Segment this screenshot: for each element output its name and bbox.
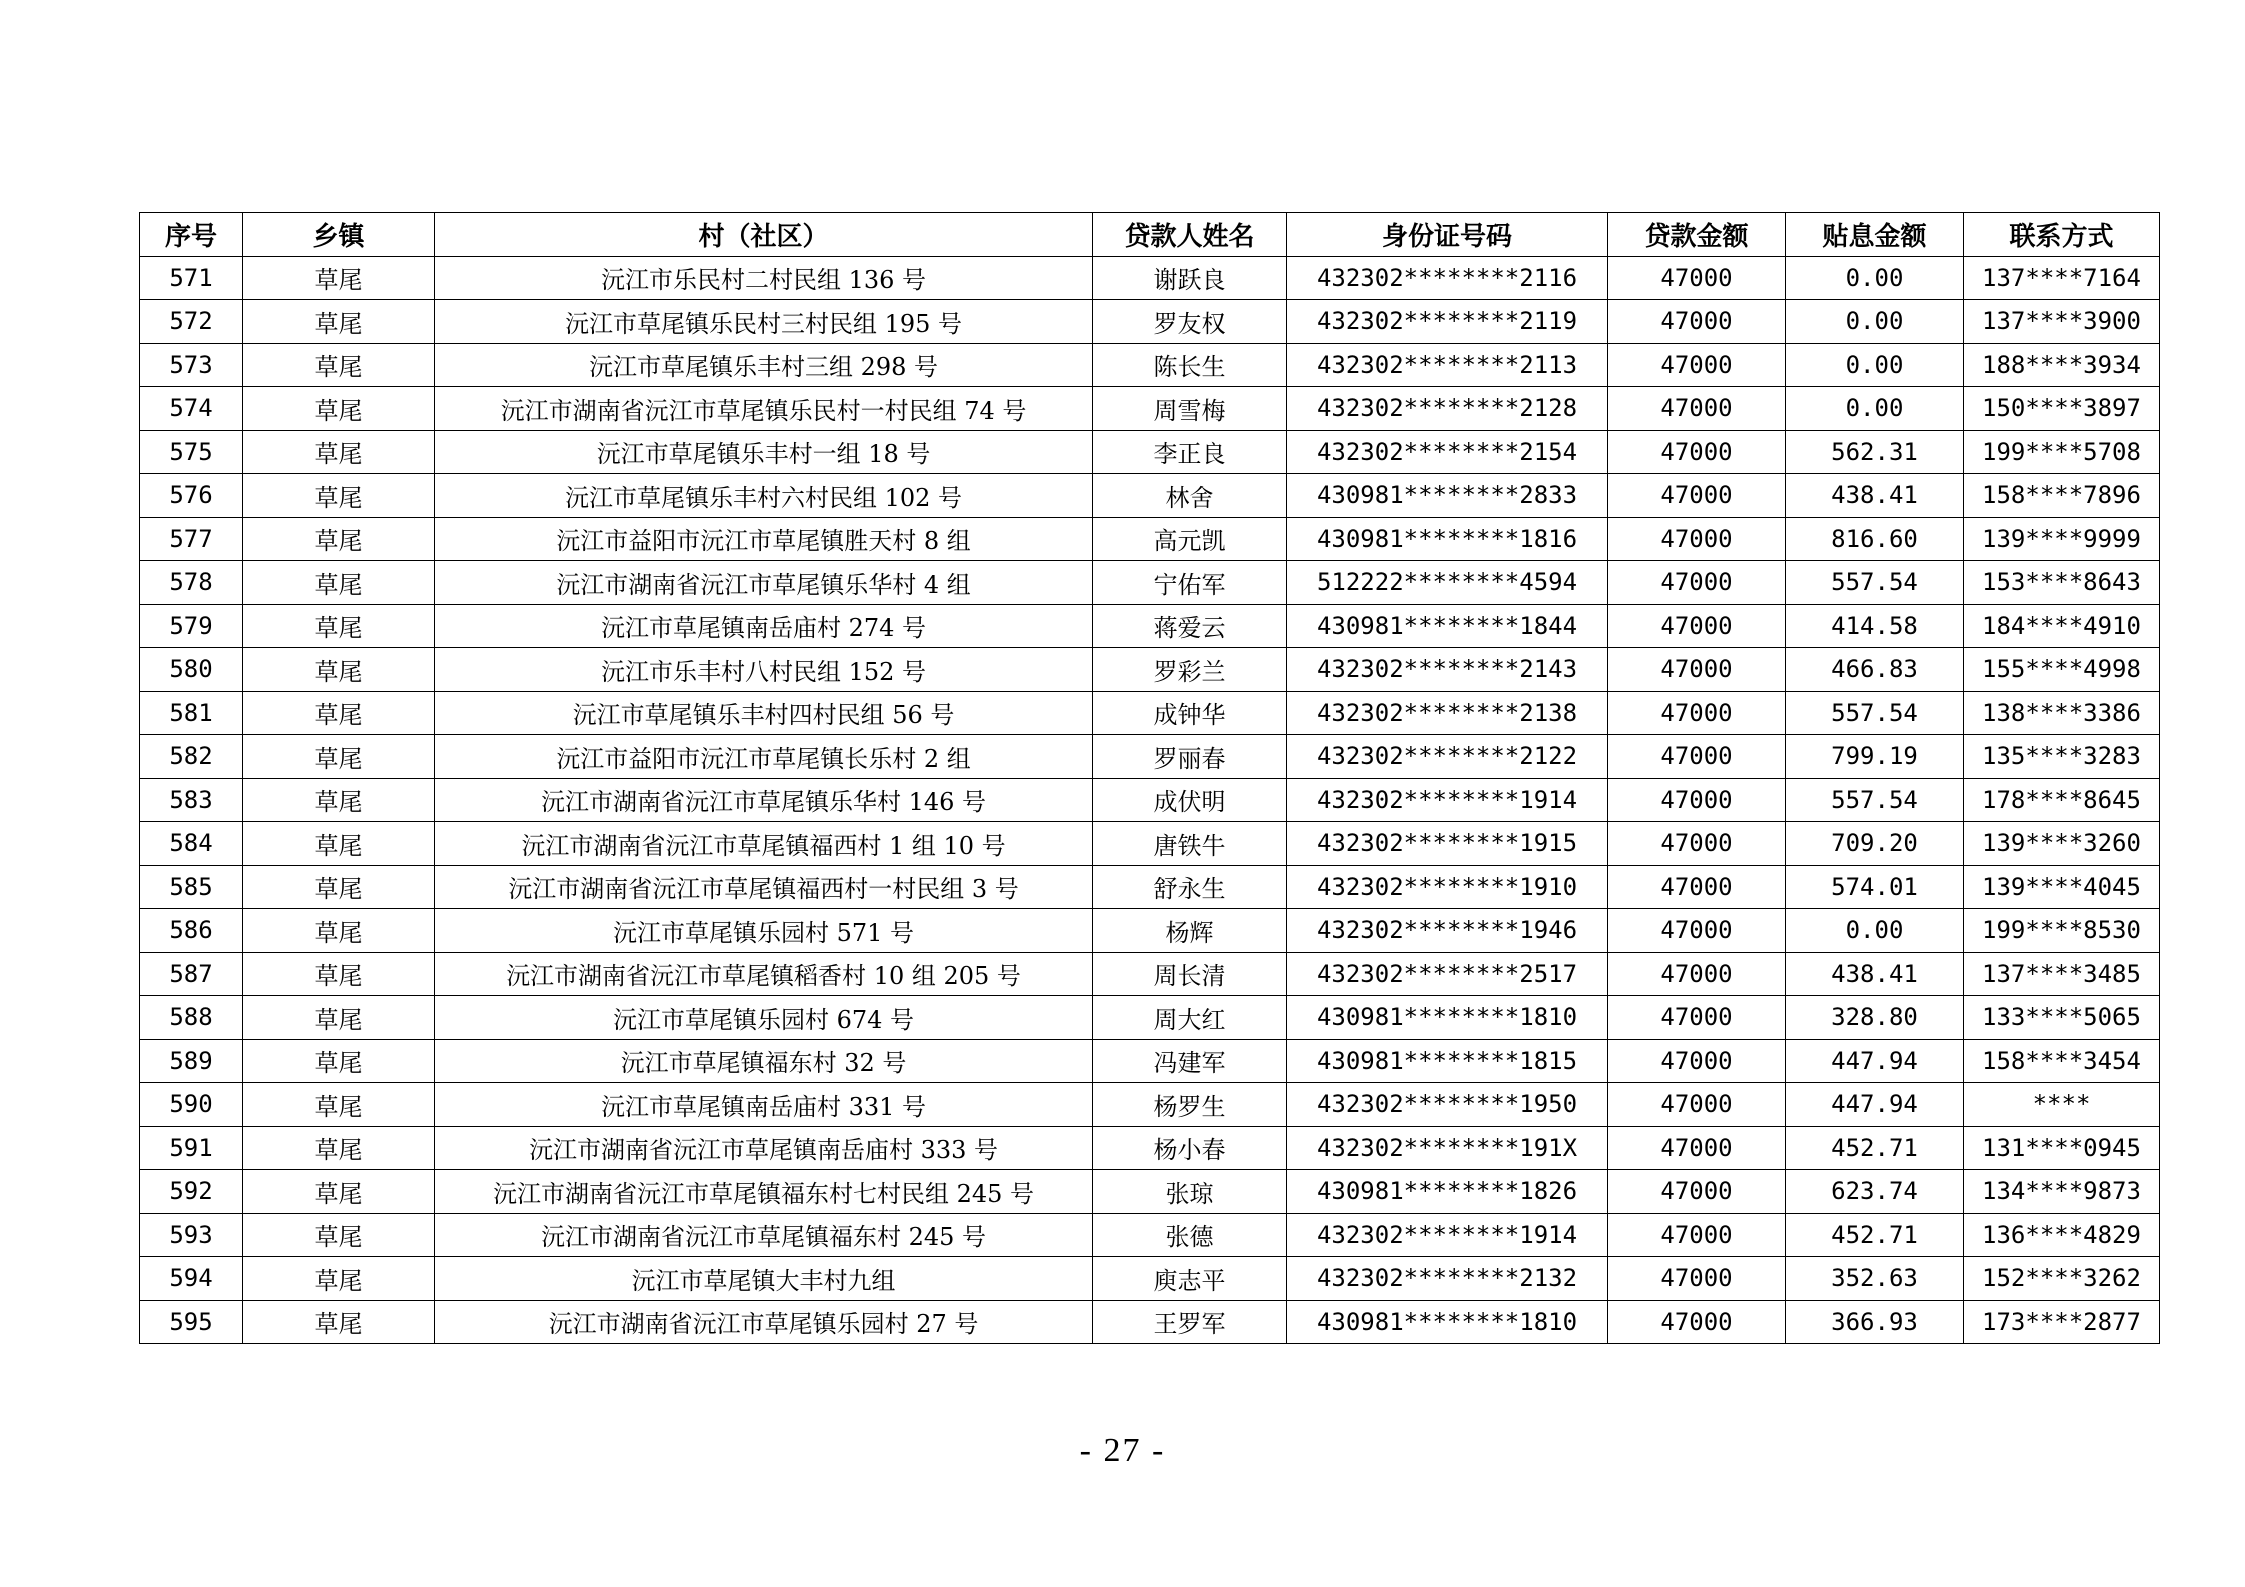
cell-loan-amount: 47000 (1608, 430, 1786, 474)
cell-id-number: 432302********2128 (1287, 387, 1608, 431)
cell-contact: 135****3283 (1964, 735, 2160, 779)
cell-borrower-name: 张琼 (1093, 1170, 1287, 1214)
cell-village: 沅江市草尾镇乐丰村四村民组 56 号 (435, 691, 1093, 735)
cell-borrower-name: 蒋爱云 (1093, 604, 1287, 648)
cell-index: 586 (140, 909, 243, 953)
cell-contact: 199****8530 (1964, 909, 2160, 953)
cell-index: 594 (140, 1257, 243, 1301)
cell-borrower-name: 冯建军 (1093, 1039, 1287, 1083)
cell-village: 沅江市湖南省沅江市草尾镇福东村七村民组 245 号 (435, 1170, 1093, 1214)
cell-index: 584 (140, 822, 243, 866)
cell-subsidy-amount: 352.63 (1786, 1257, 1964, 1301)
table-row (140, 561, 2160, 605)
cell-township: 草尾 (243, 648, 435, 692)
table-row (140, 996, 2160, 1040)
cell-subsidy-amount: 799.19 (1786, 735, 1964, 779)
cell-township: 草尾 (243, 865, 435, 909)
cell-loan-amount: 47000 (1608, 778, 1786, 822)
cell-village: 沅江市草尾镇南岳庙村 274 号 (435, 604, 1093, 648)
table-row (140, 822, 2160, 866)
cell-village: 沅江市湖南省沅江市草尾镇乐园村 27 号 (435, 1300, 1093, 1344)
table-row (140, 865, 2160, 909)
cell-loan-amount: 47000 (1608, 1300, 1786, 1344)
cell-contact: 139****9999 (1964, 517, 2160, 561)
cell-township: 草尾 (243, 1170, 435, 1214)
cell-township: 草尾 (243, 822, 435, 866)
table-row (140, 952, 2160, 996)
cell-village: 沅江市草尾镇乐丰村六村民组 102 号 (435, 474, 1093, 518)
cell-contact: 139****3260 (1964, 822, 2160, 866)
table-row (140, 648, 2160, 692)
cell-loan-amount: 47000 (1608, 474, 1786, 518)
cell-id-number: 432302********1915 (1287, 822, 1608, 866)
cell-borrower-name: 宁佑军 (1093, 561, 1287, 605)
cell-loan-amount: 47000 (1608, 1083, 1786, 1127)
cell-township: 草尾 (243, 561, 435, 605)
cell-id-number: 432302********2132 (1287, 1257, 1608, 1301)
cell-subsidy-amount: 414.58 (1786, 604, 1964, 648)
cell-id-number: 432302********2143 (1287, 648, 1608, 692)
cell-id-number: 432302********2138 (1287, 691, 1608, 735)
cell-borrower-name: 庾志平 (1093, 1257, 1287, 1301)
cell-borrower-name: 罗丽春 (1093, 735, 1287, 779)
table-row (140, 1213, 2160, 1257)
cell-index: 595 (140, 1300, 243, 1344)
cell-borrower-name: 成钟华 (1093, 691, 1287, 735)
cell-loan-amount: 47000 (1608, 561, 1786, 605)
table-row (140, 517, 2160, 561)
table-row (140, 387, 2160, 431)
cell-borrower-name: 周长清 (1093, 952, 1287, 996)
header-loan-amount: 贷款金额 (1608, 213, 1786, 257)
cell-index: 591 (140, 1126, 243, 1170)
cell-contact: 188****3934 (1964, 343, 2160, 387)
cell-id-number: 430981********1810 (1287, 996, 1608, 1040)
cell-village: 沅江市草尾镇福东村 32 号 (435, 1039, 1093, 1083)
cell-subsidy-amount: 574.01 (1786, 865, 1964, 909)
cell-subsidy-amount: 447.94 (1786, 1039, 1964, 1083)
cell-township: 草尾 (243, 909, 435, 953)
cell-subsidy-amount: 562.31 (1786, 430, 1964, 474)
header-index: 序号 (140, 213, 243, 257)
cell-township: 草尾 (243, 778, 435, 822)
cell-borrower-name: 罗彩兰 (1093, 648, 1287, 692)
cell-subsidy-amount: 438.41 (1786, 474, 1964, 518)
cell-borrower-name: 谢跃良 (1093, 256, 1287, 300)
cell-id-number: 430981********1826 (1287, 1170, 1608, 1214)
cell-township: 草尾 (243, 300, 435, 344)
cell-loan-amount: 47000 (1608, 952, 1786, 996)
cell-id-number: 432302********1950 (1287, 1083, 1608, 1127)
cell-subsidy-amount: 328.80 (1786, 996, 1964, 1040)
header-id-number: 身份证号码 (1287, 213, 1608, 257)
cell-id-number: 432302********1914 (1287, 1213, 1608, 1257)
cell-id-number: 432302********2517 (1287, 952, 1608, 996)
cell-village: 沅江市湖南省沅江市草尾镇乐民村一村民组 74 号 (435, 387, 1093, 431)
cell-township: 草尾 (243, 343, 435, 387)
cell-index: 590 (140, 1083, 243, 1127)
cell-contact: 158****7896 (1964, 474, 2160, 518)
cell-contact: 137****3900 (1964, 300, 2160, 344)
header-borrower-name: 贷款人姓名 (1093, 213, 1287, 257)
table-row (140, 1039, 2160, 1083)
header-contact: 联系方式 (1964, 213, 2160, 257)
table-row (140, 735, 2160, 779)
cell-loan-amount: 47000 (1608, 517, 1786, 561)
cell-loan-amount: 47000 (1608, 1170, 1786, 1214)
table-header-row (140, 213, 2160, 257)
cell-borrower-name: 舒永生 (1093, 865, 1287, 909)
cell-subsidy-amount: 0.00 (1786, 300, 1964, 344)
cell-township: 草尾 (243, 474, 435, 518)
cell-loan-amount: 47000 (1608, 387, 1786, 431)
cell-subsidy-amount: 0.00 (1786, 343, 1964, 387)
table-row (140, 1083, 2160, 1127)
cell-id-number: 430981********1816 (1287, 517, 1608, 561)
cell-contact: 184****4910 (1964, 604, 2160, 648)
cell-subsidy-amount: 557.54 (1786, 778, 1964, 822)
cell-contact: 134****9873 (1964, 1170, 2160, 1214)
cell-contact: 137****3485 (1964, 952, 2160, 996)
cell-contact: 173****2877 (1964, 1300, 2160, 1344)
cell-subsidy-amount: 709.20 (1786, 822, 1964, 866)
table-row (140, 256, 2160, 300)
cell-index: 579 (140, 604, 243, 648)
cell-township: 草尾 (243, 735, 435, 779)
cell-village: 沅江市湖南省沅江市草尾镇乐华村 146 号 (435, 778, 1093, 822)
cell-index: 592 (140, 1170, 243, 1214)
table-row (140, 1170, 2160, 1214)
cell-contact: 199****5708 (1964, 430, 2160, 474)
cell-index: 578 (140, 561, 243, 605)
cell-index: 576 (140, 474, 243, 518)
cell-township: 草尾 (243, 1257, 435, 1301)
table-row (140, 1300, 2160, 1344)
cell-loan-amount: 47000 (1608, 1039, 1786, 1083)
page-number: - 27 - (1079, 1432, 1166, 1469)
header-subsidy-amount: 贴息金额 (1786, 213, 1964, 257)
cell-borrower-name: 李正良 (1093, 430, 1287, 474)
cell-index: 581 (140, 691, 243, 735)
cell-id-number: 432302********1946 (1287, 909, 1608, 953)
cell-borrower-name: 林舍 (1093, 474, 1287, 518)
cell-contact: 150****3897 (1964, 387, 2160, 431)
cell-id-number: 432302********2122 (1287, 735, 1608, 779)
cell-id-number: 430981********1810 (1287, 1300, 1608, 1344)
cell-loan-amount: 47000 (1608, 735, 1786, 779)
cell-index: 574 (140, 387, 243, 431)
cell-contact: 137****7164 (1964, 256, 2160, 300)
cell-village: 沅江市湖南省沅江市草尾镇稻香村 10 组 205 号 (435, 952, 1093, 996)
cell-township: 草尾 (243, 1300, 435, 1344)
cell-index: 571 (140, 256, 243, 300)
cell-village: 沅江市草尾镇乐民村三村民组 195 号 (435, 300, 1093, 344)
cell-subsidy-amount: 452.71 (1786, 1126, 1964, 1170)
cell-borrower-name: 高元凯 (1093, 517, 1287, 561)
cell-township: 草尾 (243, 1126, 435, 1170)
cell-contact: 133****5065 (1964, 996, 2160, 1040)
cell-index: 577 (140, 517, 243, 561)
cell-subsidy-amount: 438.41 (1786, 952, 1964, 996)
cell-loan-amount: 47000 (1608, 691, 1786, 735)
cell-borrower-name: 张德 (1093, 1213, 1287, 1257)
cell-loan-amount: 47000 (1608, 822, 1786, 866)
cell-contact: 153****8643 (1964, 561, 2160, 605)
cell-subsidy-amount: 0.00 (1786, 387, 1964, 431)
cell-village: 沅江市草尾镇大丰村九组 (435, 1257, 1093, 1301)
table-row (140, 691, 2160, 735)
cell-loan-amount: 47000 (1608, 604, 1786, 648)
table-row (140, 778, 2160, 822)
cell-township: 草尾 (243, 1039, 435, 1083)
cell-contact: 152****3262 (1964, 1257, 2160, 1301)
table-body (140, 256, 2160, 1344)
cell-township: 草尾 (243, 996, 435, 1040)
cell-township: 草尾 (243, 1083, 435, 1127)
cell-contact: **** (1964, 1083, 2160, 1127)
cell-village: 沅江市乐丰村八村民组 152 号 (435, 648, 1093, 692)
cell-township: 草尾 (243, 604, 435, 648)
cell-borrower-name: 杨罗生 (1093, 1083, 1287, 1127)
cell-loan-amount: 47000 (1608, 300, 1786, 344)
header-township: 乡镇 (243, 213, 435, 257)
cell-id-number: 430981********1815 (1287, 1039, 1608, 1083)
cell-index: 580 (140, 648, 243, 692)
cell-id-number: 432302********2119 (1287, 300, 1608, 344)
cell-borrower-name: 成伏明 (1093, 778, 1287, 822)
cell-township: 草尾 (243, 517, 435, 561)
table-row (140, 604, 2160, 648)
cell-subsidy-amount: 466.83 (1786, 648, 1964, 692)
cell-village: 沅江市湖南省沅江市草尾镇福东村 245 号 (435, 1213, 1093, 1257)
cell-village: 沅江市益阳市沅江市草尾镇长乐村 2 组 (435, 735, 1093, 779)
cell-index: 589 (140, 1039, 243, 1083)
cell-subsidy-amount: 447.94 (1786, 1083, 1964, 1127)
cell-village: 沅江市乐民村二村民组 136 号 (435, 256, 1093, 300)
cell-subsidy-amount: 0.00 (1786, 909, 1964, 953)
table-row (140, 474, 2160, 518)
cell-contact: 131****0945 (1964, 1126, 2160, 1170)
cell-id-number: 430981********1844 (1287, 604, 1608, 648)
cell-township: 草尾 (243, 1213, 435, 1257)
cell-index: 572 (140, 300, 243, 344)
cell-loan-amount: 47000 (1608, 909, 1786, 953)
cell-village: 沅江市草尾镇乐丰村一组 18 号 (435, 430, 1093, 474)
cell-subsidy-amount: 0.00 (1786, 256, 1964, 300)
cell-loan-amount: 47000 (1608, 1257, 1786, 1301)
cell-loan-amount: 47000 (1608, 256, 1786, 300)
cell-village: 沅江市草尾镇南岳庙村 331 号 (435, 1083, 1093, 1127)
cell-index: 582 (140, 735, 243, 779)
cell-loan-amount: 47000 (1608, 1213, 1786, 1257)
cell-index: 593 (140, 1213, 243, 1257)
cell-borrower-name: 陈长生 (1093, 343, 1287, 387)
table-row (140, 1126, 2160, 1170)
cell-subsidy-amount: 366.93 (1786, 1300, 1964, 1344)
cell-index: 575 (140, 430, 243, 474)
cell-borrower-name: 杨小春 (1093, 1126, 1287, 1170)
cell-township: 草尾 (243, 430, 435, 474)
cell-subsidy-amount: 452.71 (1786, 1213, 1964, 1257)
cell-id-number: 432302********2154 (1287, 430, 1608, 474)
table-row (140, 300, 2160, 344)
table-row (140, 343, 2160, 387)
cell-village: 沅江市草尾镇乐丰村三组 298 号 (435, 343, 1093, 387)
cell-index: 587 (140, 952, 243, 996)
cell-borrower-name: 周大红 (1093, 996, 1287, 1040)
header-village: 村（社区） (435, 213, 1093, 257)
cell-village: 沅江市湖南省沅江市草尾镇南岳庙村 333 号 (435, 1126, 1093, 1170)
cell-borrower-name: 罗友权 (1093, 300, 1287, 344)
cell-loan-amount: 47000 (1608, 996, 1786, 1040)
cell-id-number: 432302********2116 (1287, 256, 1608, 300)
cell-id-number: 432302********1910 (1287, 865, 1608, 909)
cell-index: 588 (140, 996, 243, 1040)
cell-township: 草尾 (243, 691, 435, 735)
cell-village: 沅江市湖南省沅江市草尾镇乐华村 4 组 (435, 561, 1093, 605)
cell-index: 573 (140, 343, 243, 387)
cell-loan-amount: 47000 (1608, 1126, 1786, 1170)
cell-township: 草尾 (243, 256, 435, 300)
table-row (140, 909, 2160, 953)
table-row (140, 430, 2160, 474)
cell-contact: 155****4998 (1964, 648, 2160, 692)
cell-village: 沅江市湖南省沅江市草尾镇福西村 1 组 10 号 (435, 822, 1093, 866)
cell-id-number: 432302********191X (1287, 1126, 1608, 1170)
cell-id-number: 430981********2833 (1287, 474, 1608, 518)
cell-contact: 139****4045 (1964, 865, 2160, 909)
cell-loan-amount: 47000 (1608, 865, 1786, 909)
cell-subsidy-amount: 557.54 (1786, 691, 1964, 735)
cell-borrower-name: 唐铁牛 (1093, 822, 1287, 866)
cell-id-number: 432302********2113 (1287, 343, 1608, 387)
cell-village: 沅江市草尾镇乐园村 674 号 (435, 996, 1093, 1040)
cell-township: 草尾 (243, 387, 435, 431)
cell-contact: 136****4829 (1964, 1213, 2160, 1257)
cell-borrower-name: 杨辉 (1093, 909, 1287, 953)
cell-contact: 158****3454 (1964, 1039, 2160, 1083)
cell-id-number: 432302********1914 (1287, 778, 1608, 822)
cell-index: 583 (140, 778, 243, 822)
cell-contact: 178****8645 (1964, 778, 2160, 822)
cell-index: 585 (140, 865, 243, 909)
loan-subsidy-table (139, 212, 2160, 1344)
cell-id-number: 512222********4594 (1287, 561, 1608, 605)
cell-village: 沅江市湖南省沅江市草尾镇福西村一村民组 3 号 (435, 865, 1093, 909)
cell-loan-amount: 47000 (1608, 648, 1786, 692)
cell-borrower-name: 王罗军 (1093, 1300, 1287, 1344)
cell-village: 沅江市益阳市沅江市草尾镇胜天村 8 组 (435, 517, 1093, 561)
cell-contact: 138****3386 (1964, 691, 2160, 735)
cell-village: 沅江市草尾镇乐园村 571 号 (435, 909, 1093, 953)
cell-loan-amount: 47000 (1608, 343, 1786, 387)
cell-borrower-name: 周雪梅 (1093, 387, 1287, 431)
cell-subsidy-amount: 623.74 (1786, 1170, 1964, 1214)
cell-subsidy-amount: 557.54 (1786, 561, 1964, 605)
cell-township: 草尾 (243, 952, 435, 996)
cell-subsidy-amount: 816.60 (1786, 517, 1964, 561)
table-row (140, 1257, 2160, 1301)
